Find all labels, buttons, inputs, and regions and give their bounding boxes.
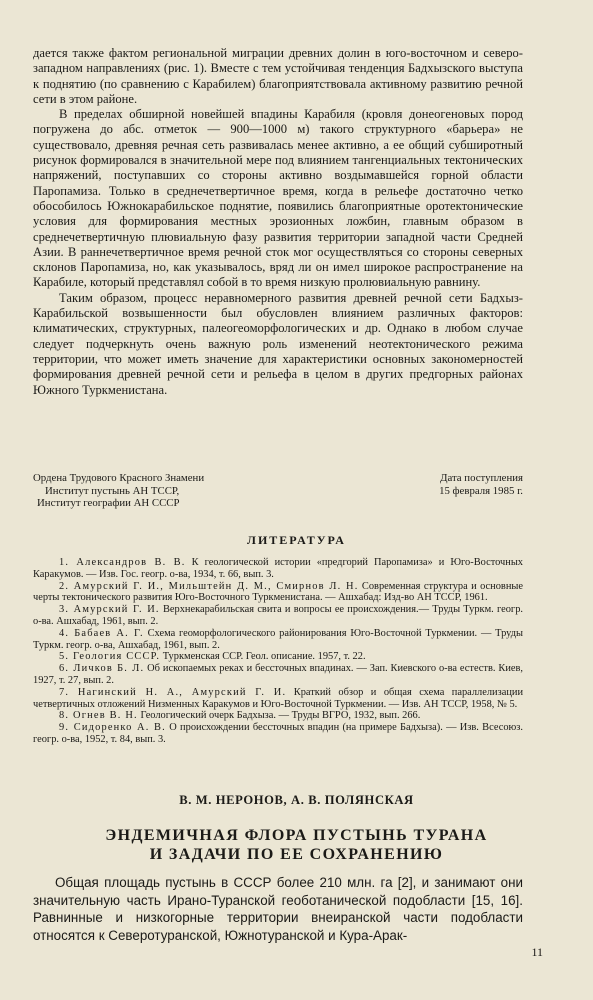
received-label: Дата поступления bbox=[440, 472, 523, 484]
article-body bbox=[33, 874, 523, 944]
reference-text: Геологический очерк Бадхыза. — Труды ВГРО, 1932, вып. 266. bbox=[137, 710, 421, 722]
reference-list bbox=[33, 557, 523, 746]
reference-text: Краткий обзор и общая схема параллелизации четвертичных отложений Низменных Каракумов и Юго-Восточной Туркмении. — Изв. АН ТССР, 1958, № 5. bbox=[33, 686, 523, 710]
institution-line: Институт географии АН СССР bbox=[37, 497, 180, 509]
reference-text: Современная структура и основные черты тектонического развития Юго-Восточного Туркменистана. — Ашхабад: Изд-во АН ТССР, 1961. bbox=[33, 580, 523, 604]
reference-author: 9. Сидоренко А. В. bbox=[59, 722, 166, 734]
reference-author: 8. Огнев В. Н. bbox=[59, 710, 138, 722]
reference-author: 3. Амурский Г. И. bbox=[59, 604, 160, 616]
reference-author: 5. Геология СССР. bbox=[59, 651, 161, 663]
page-number: 11 bbox=[531, 945, 543, 959]
article-title-line: И ЗАДАЧИ ПО ЕЕ СОХРАНЕНИЮ bbox=[149, 846, 444, 863]
reference-item bbox=[33, 628, 523, 652]
reference-text: Верхнекарабильская свита и вопросы ее происхождения.— Труды Туркм. геогр. о-ва. Ашхабад, 1961, вып. 2. bbox=[33, 604, 523, 627]
reference-author: 6. Личков Б. Л. bbox=[59, 663, 145, 675]
reference-author: 7. Нагинский Н. А., Амурский Г. И. bbox=[59, 686, 287, 698]
reference-author: 2. Амурский Г. И., Мильштейн Д. М., Смирнов Л. Н. bbox=[59, 580, 359, 592]
reference-item bbox=[33, 663, 523, 687]
main-text bbox=[33, 46, 523, 398]
received-date: 15 февраля 1985 г. bbox=[439, 484, 523, 497]
institution-line: Институт пустынь АН ТССР, bbox=[45, 484, 180, 497]
reference-author: 1. Александров В. В. bbox=[59, 557, 186, 568]
reference-item bbox=[33, 604, 523, 628]
reference-item bbox=[33, 687, 523, 711]
paragraph: дается также фактом региональной миграции древних долин в юго-восточном и северо-западном направлениях (рис. 1). Вместе с тем устойчивая тенденция Бадхызского выступа к поднятию (по сравнению с Карабилем) благоприятствовала активному развитию речной сети в этом районе. bbox=[33, 46, 523, 106]
reference-item bbox=[33, 710, 523, 722]
institution-line: Ордена Трудового Красного Знамени bbox=[33, 472, 205, 484]
literature-heading: ЛИТЕРАТУРА bbox=[247, 533, 346, 547]
article-title bbox=[0, 826, 593, 864]
reference-text: Схема геоморфологического районирования Юго-Восточной Туркмении. — Труды Туркм. геогр. о-ва, Ашхабад, 1961, вып. 2. bbox=[33, 627, 523, 651]
reference-text: О происхождении бессточных впадин (на примере Бадхыза). — Изв. Всесоюз. геогр. о-ва, 1952, т. 84, вып. 3. bbox=[33, 722, 523, 745]
paragraph: Общая площадь пустынь в СССР более 210 млн. га [2], и занимают они значительную часть Ирано-Туранской геоботанической подобласти [15, 16]. Равнинные и низкогорные территории внеиранской части подобласти относятся к Северотуранской, Южнотуранской и Кура-Арак- bbox=[33, 875, 523, 943]
reference-item bbox=[33, 651, 523, 663]
reference-item bbox=[33, 581, 523, 605]
article-authors: В. М. НЕРОНОВ, А. В. ПОЛЯНСКАЯ bbox=[179, 793, 414, 807]
institutions bbox=[33, 472, 303, 510]
reference-text: К геологической истории «предгорий Паропамиза» и Юго-Восточных Каракумов. — Изв. Гос. геогр. о-ва, 1934, т. 66, вып. 3. bbox=[33, 557, 523, 580]
article-title-line: ЭНДЕМИЧНАЯ ФЛОРА ПУСТЫНЬ ТУРАНА bbox=[105, 827, 488, 844]
paragraph: Таким образом, процесс неравномерного развития древней речной сети Бадхыз-Карабильской возвышенности был обусловлен влиянием различных факторов: климатических, структурных, палеогеоморфологических и др. Однако в любом случае следует подчеркнуть очень важную роль изменений неотектонического режима территории, что может иметь значение для характеристики основных закономерностей формирования древней речной сети и рельефа в целом в других предгорных районах Южного Туркменистана. bbox=[33, 290, 523, 397]
reference-author: 4. Бабаев А. Г. bbox=[59, 627, 144, 639]
reference-item bbox=[33, 557, 523, 581]
received-date-block bbox=[323, 472, 523, 497]
reference-text: Об ископаемых реках и бессточных впадинах. — Зап. Киевского о-ва естеств. Киев, 1927, т. 27, вып. 2. bbox=[33, 663, 524, 686]
paragraph: В пределах обширной новейшей впадины Карабиля (кровля донеогеновых пород погружена до абс. отметок — 900—1000 м) такого структурного «барьера» не существовало, древняя речная сеть развивалась менее активно, а ее общий субширотный рисунок формировался в значительной мере под влиянием тангенциальных тектонических напряжений, поступавших со стороны активно воздымавшейся горной области Паропамиза. Только в среднечетвертичное время, когда в рельефе достаточно четко обособилось Южнокарабильское поднятие, появились благоприятные оротектонические условия для формирования местных эрозионных ложбин, главным образом в среднечетвертичную плювиальную фазу развития территории западной части Средней Азии. В раннечетвертичное время речной сток мог осуществляться со стороны северных склонов Паропамиза, но, как указывалось, вряд ли он имел широкое распространение на Карабиле, который представлял собой в то время низкую пролювиальную равнину. bbox=[33, 107, 523, 290]
reference-text: Туркменская ССР. Геол. описание. 1957, т. 22. bbox=[160, 651, 366, 663]
reference-item bbox=[33, 722, 523, 746]
